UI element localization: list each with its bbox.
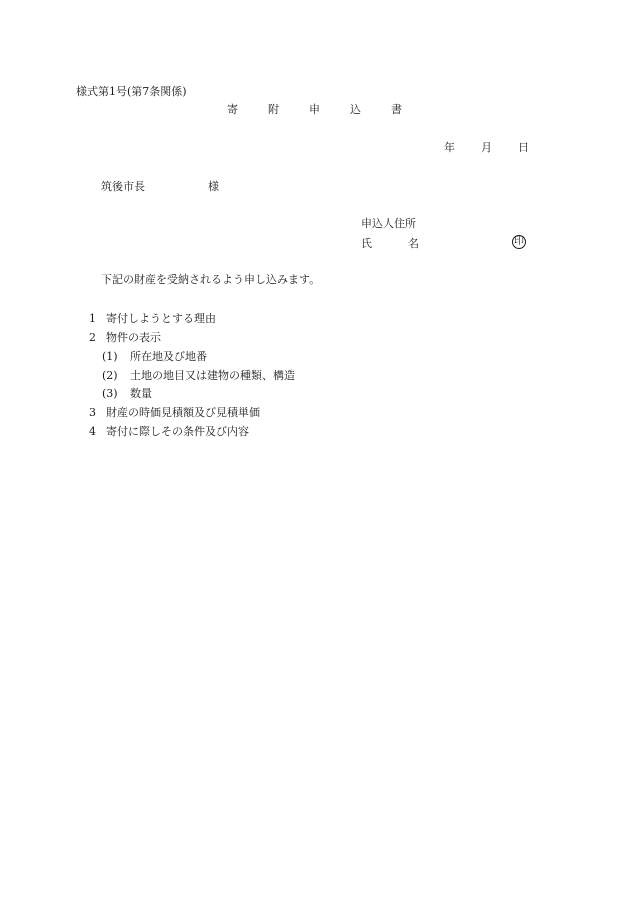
item-text: 所在地及び地番 bbox=[130, 350, 207, 363]
title-char: 書 bbox=[391, 103, 402, 116]
addressee-name: 筑後市長 bbox=[101, 180, 145, 193]
item-text: 財産の時価見積額及び見積単価 bbox=[106, 406, 260, 419]
item-number: 1 bbox=[89, 312, 96, 325]
addressee-honorific: 様 bbox=[208, 180, 219, 193]
title-char: 込 bbox=[350, 103, 361, 116]
item-text: 土地の地目又は建物の種類、構造 bbox=[130, 369, 295, 382]
date-month-label: 月 bbox=[481, 141, 492, 154]
form-number: 様式第1号(第7条関係) bbox=[76, 85, 187, 98]
document-title bbox=[227, 104, 432, 115]
name-label-char: 氏 bbox=[361, 237, 372, 250]
applicant-name-label bbox=[361, 238, 419, 249]
item-text: 寄付しようとする理由 bbox=[106, 312, 216, 325]
item-text: 物件の表示 bbox=[106, 331, 161, 344]
item-number: (2) bbox=[102, 369, 118, 382]
item-number: (3) bbox=[102, 387, 118, 400]
applicant-address-label: 申込人住所 bbox=[361, 217, 416, 230]
item-number: 4 bbox=[89, 425, 96, 438]
item-number: 3 bbox=[89, 406, 96, 419]
title-char: 附 bbox=[268, 103, 279, 116]
intro-text: 下記の財産を受納されるよう申し込みます。 bbox=[101, 273, 321, 286]
seal-icon: 印 bbox=[514, 236, 524, 247]
date-year-label: 年 bbox=[444, 141, 455, 154]
date-day-label: 日 bbox=[518, 141, 529, 154]
item-number: 2 bbox=[89, 331, 96, 344]
name-label-char: 名 bbox=[408, 237, 419, 250]
item-number: (1) bbox=[102, 350, 118, 363]
title-char: 寄 bbox=[227, 103, 238, 116]
date-line bbox=[444, 142, 529, 153]
title-char: 申 bbox=[309, 103, 320, 116]
item-text: 数量 bbox=[130, 387, 152, 400]
item-text: 寄付に際しその条件及び内容 bbox=[106, 425, 249, 438]
